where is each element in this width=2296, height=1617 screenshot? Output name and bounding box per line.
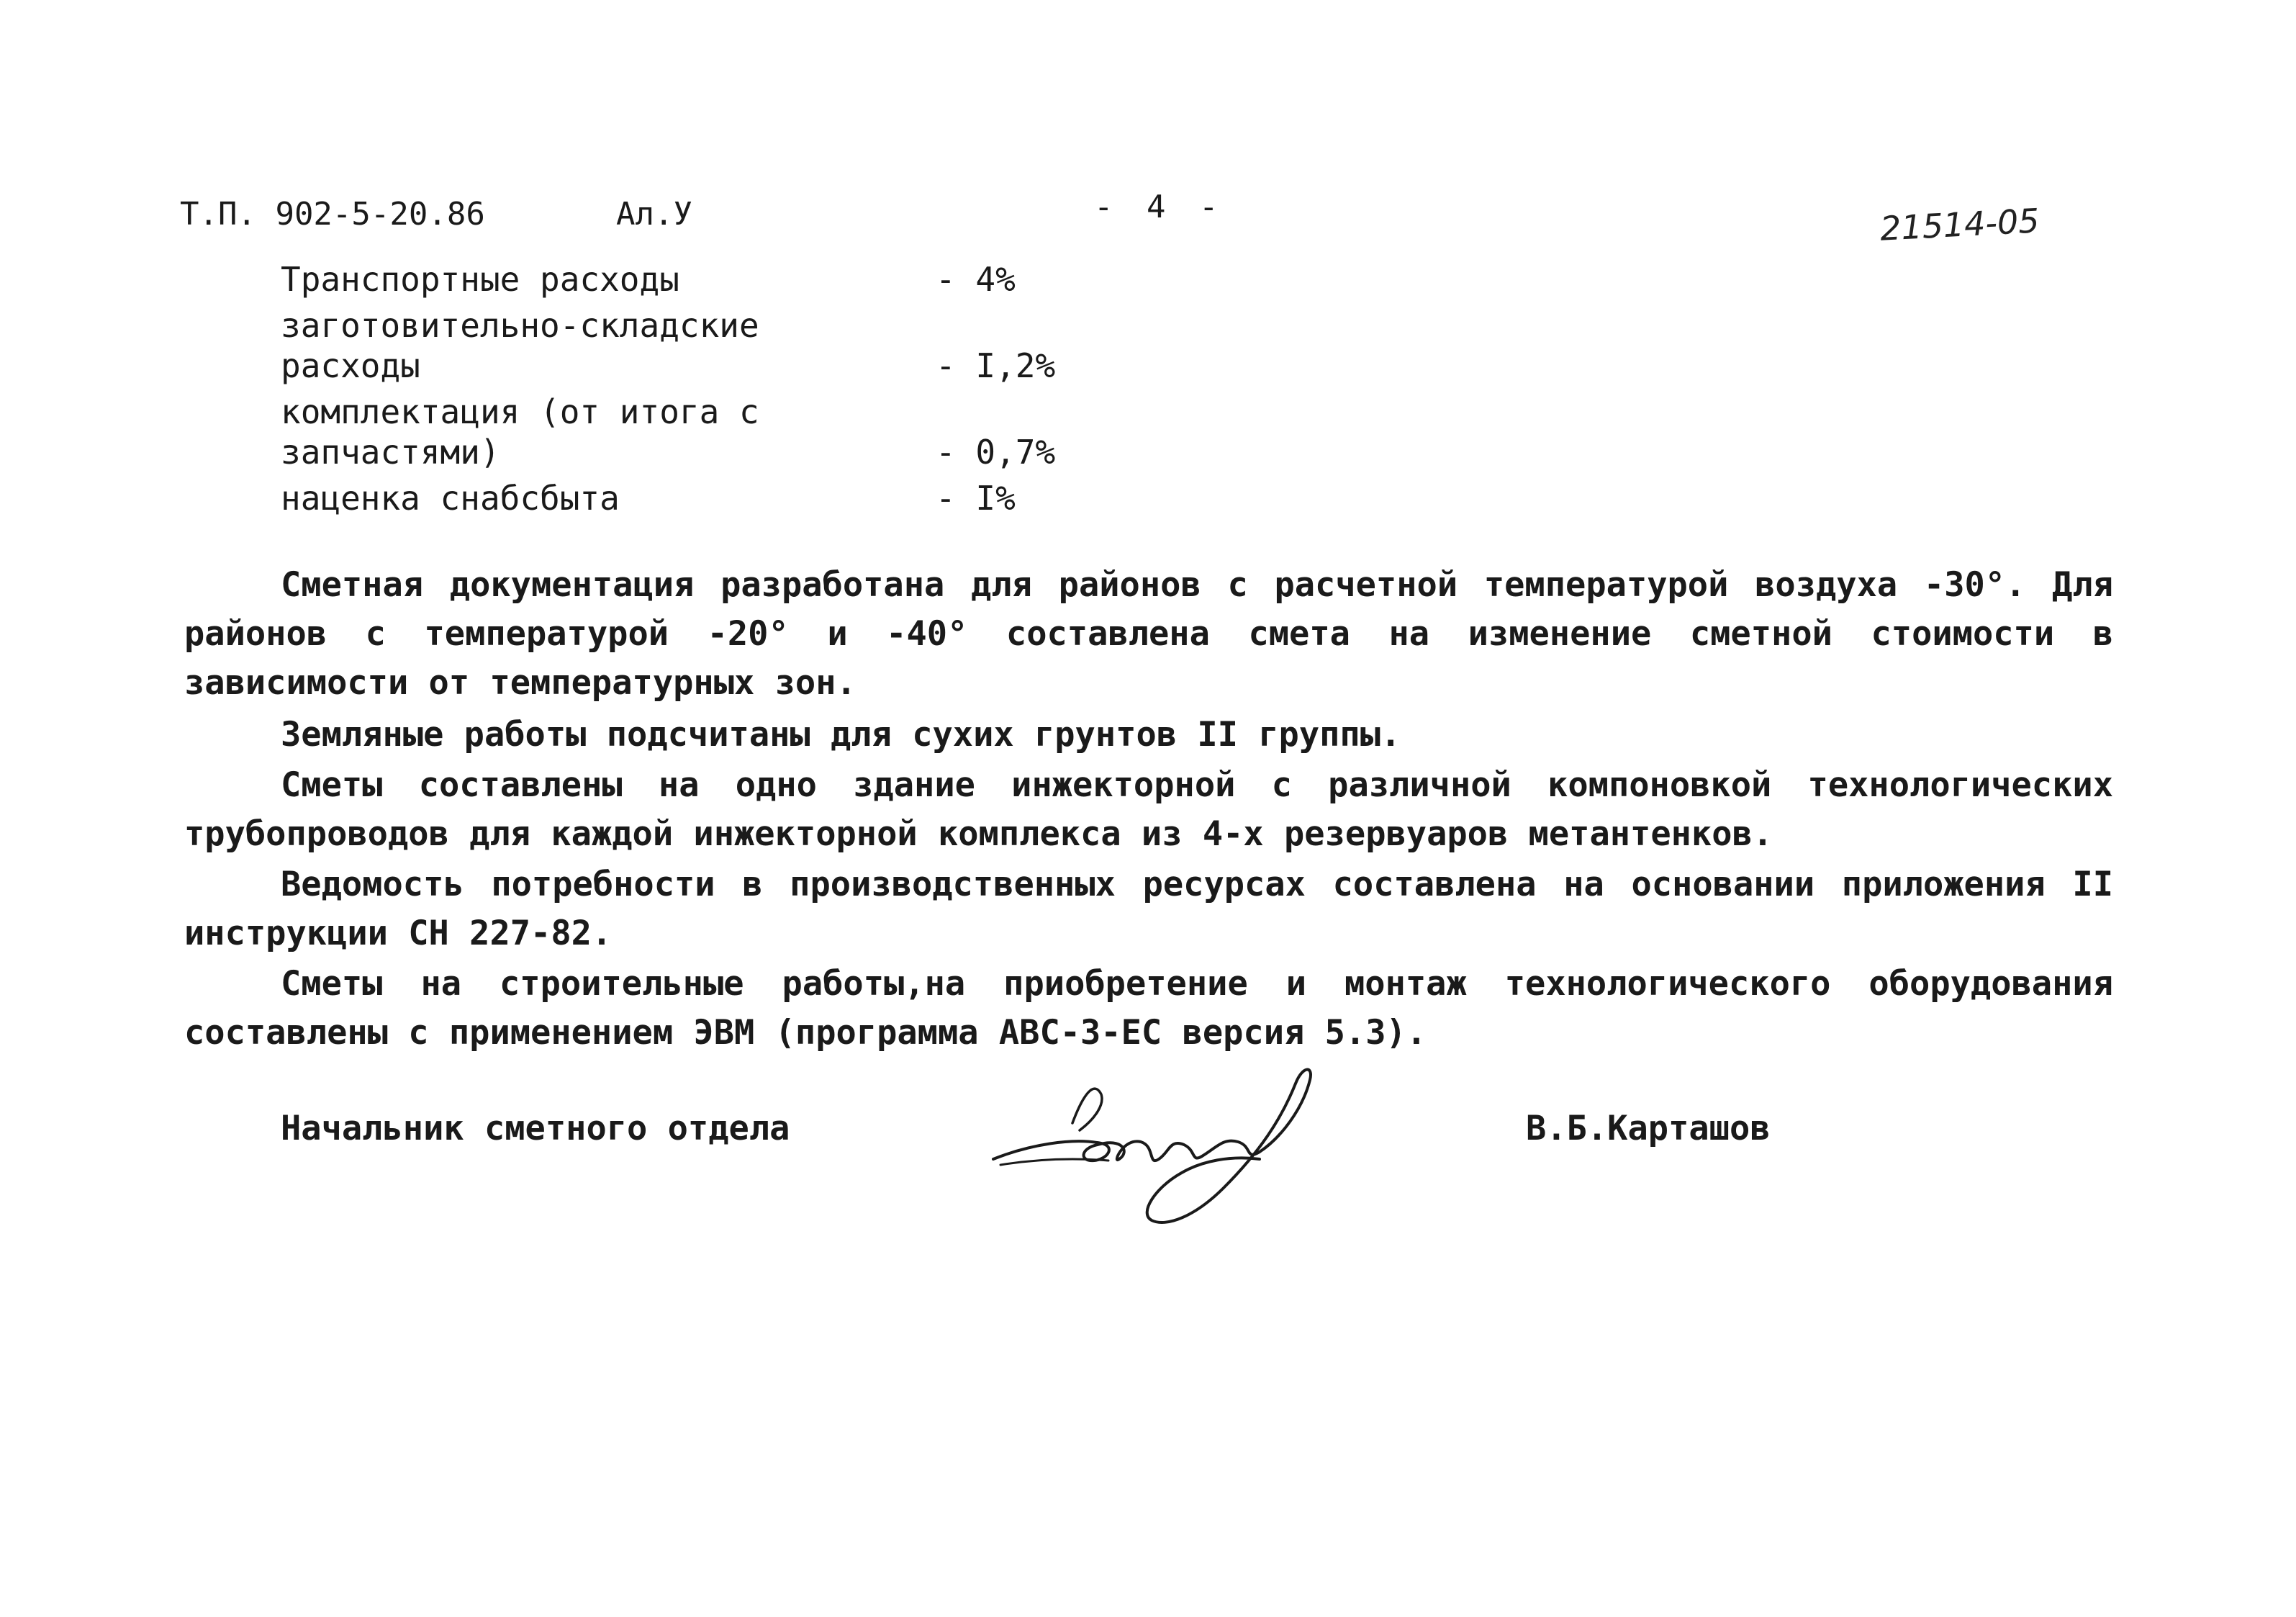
paragraph-earthworks: Земляные работы подсчитаны для сухих грунтов II группы. (281, 715, 1401, 755)
cost-label: Транспортные расходы (281, 260, 679, 299)
cost-value: - I% (936, 479, 1016, 518)
cost-value: - 4% (936, 260, 1016, 299)
cost-label: заготовительно-складские расходы (281, 306, 759, 385)
paragraph-computer: Сметы на строительные работы,на приобретение и монтаж технологического оборудования составлены с применением ЭВМ (программа АВС-3-ЕС версия 5.3). (184, 964, 2113, 1053)
cost-label: наценка снабсбыта (281, 479, 620, 518)
cost-row (281, 478, 1144, 518)
cost-value: - I,2% (936, 346, 1056, 385)
paragraph-estimates-building: Сметы составлены на одно здание инжекторной с различной компоновкой технологических трубопроводов для каждой инжекторной комплекса из 4-х резервуаров метантенков. (184, 765, 2113, 854)
cost-list (281, 259, 1144, 524)
cost-label: комплектация (от итога с запчастями) (281, 392, 759, 472)
cost-value: - 0,7% (936, 433, 1056, 472)
cost-row (281, 259, 1144, 299)
page-number: - 4 - (1094, 189, 1226, 225)
doc-code: Т.П. 902-5-20.86 (180, 196, 485, 233)
signatory-name: В.Б.Карташов (1526, 1109, 1771, 1148)
paragraph-estimate-docs: Сметная документация разработана для районов с расчетной температурой воздуха -30°. Для районов с температурой -20° и -40° составлена смета на изменение сметной стоимости в зависимости от температурных зон. (184, 565, 2113, 703)
archive-number: 21514-05 (1879, 201, 2040, 248)
album-number: Ал.У (616, 196, 692, 233)
signature-title: Начальник сметного отдела (281, 1109, 790, 1148)
cost-row (281, 392, 1144, 472)
cost-row (281, 305, 1144, 386)
paragraph-resources: Ведомость потребности в производственных ресурсах составлена на основании приложения II инструкции СН 227-82. (184, 865, 2113, 953)
handwritten-signature (986, 1051, 1332, 1231)
